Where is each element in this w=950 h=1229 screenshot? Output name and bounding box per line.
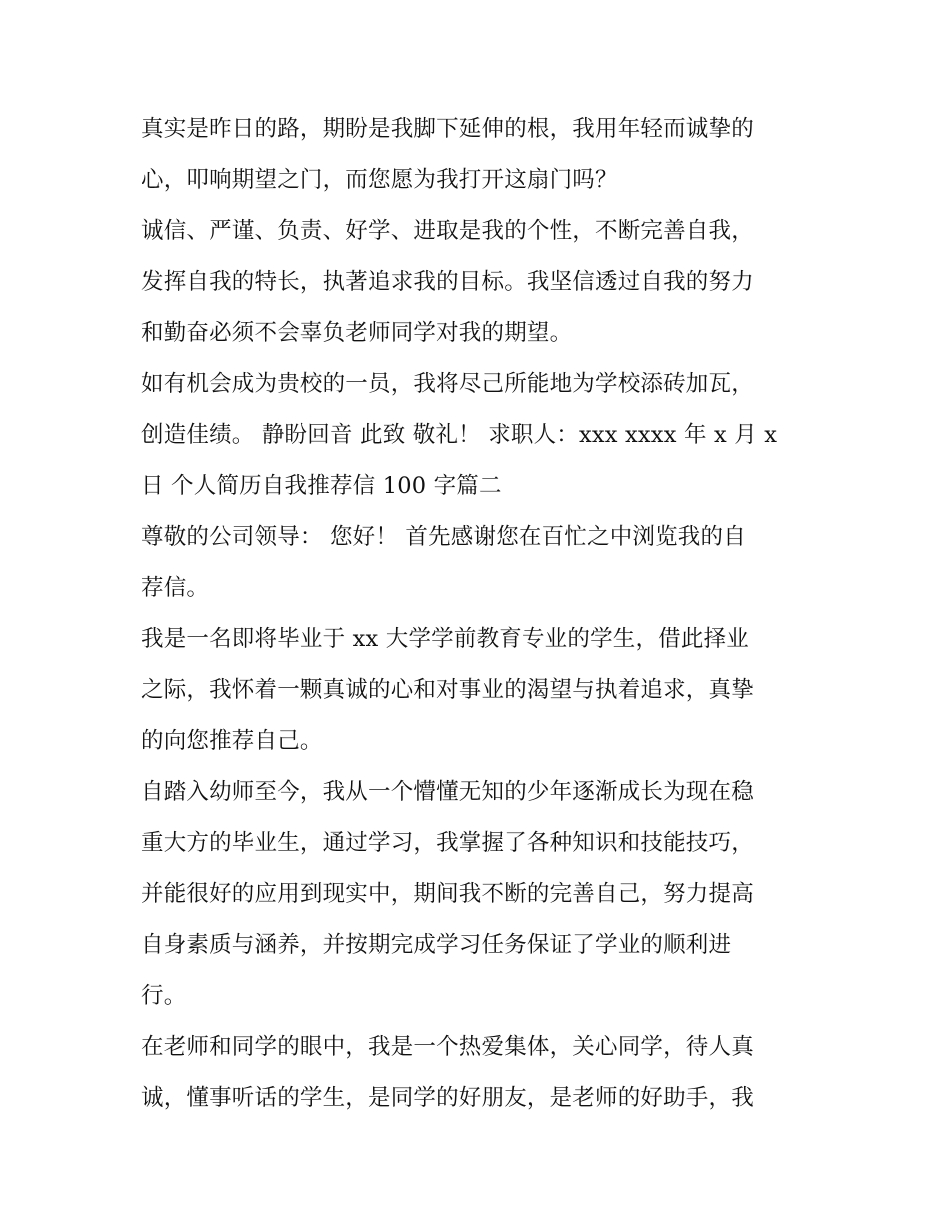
text-line: 在老师和同学的眼中，我是一个热爱集体，关心同学，待人真 <box>141 1034 754 1060</box>
text-line: 创造佳绩。 静盼回音 此致 敬礼！ 求职人：xxx xxxx 年 x 月 x <box>141 422 778 448</box>
text-line: 行。 <box>141 983 187 1009</box>
text-line: 重大方的毕业生，通过学习，我掌握了各种知识和技能技巧， <box>141 830 754 856</box>
text-line: 自踏入幼师至今，我从一个懵懂无知的少年逐渐成长为现在稳 <box>141 779 754 805</box>
text-line: 尊敬的公司领导： 您好！ 首先感谢您在百忙之中浏览我的自 <box>141 524 746 550</box>
text-line: 日 个人简历自我推荐信 100 字篇二 <box>141 473 502 499</box>
text-line: 诚，懂事听话的学生，是同学的好朋友，是老师的好助手，我 <box>141 1085 754 1111</box>
document-body <box>141 104 821 1124</box>
text-line: 我是一名即将毕业于 xx 大学学前教育专业的学生，借此择业 <box>141 626 749 652</box>
text-line: 和勤奋必须不会辜负老师同学对我的期望。 <box>141 320 573 346</box>
text-line: 荐信。 <box>141 575 210 601</box>
text-line: 如有机会成为贵校的一员，我将尽己所能地为学校添砖加瓦， <box>141 371 754 397</box>
text-line: 发挥自我的特长，执著追求我的目标。我坚信透过自我的努力 <box>141 269 754 295</box>
text-line: 的向您推荐自己。 <box>141 728 323 754</box>
text-line: 自身素质与涵养，并按期完成学习任务保证了学业的顺利进 <box>141 932 732 958</box>
text-line: 之际，我怀着一颗真诚的心和对事业的渴望与执着追求，真挚 <box>141 677 754 703</box>
text-line: 诚信、严谨、负责、好学、进取是我的个性，不断完善自我， <box>141 218 754 244</box>
text-line: 真实是昨日的路，期盼是我脚下延伸的根，我用年轻而诚挚的 <box>141 116 754 142</box>
text-line: 心，叩响期望之门，而您愿为我打开这扇门吗？ <box>141 167 618 193</box>
text-line: 并能很好的应用到现实中，期间我不断的完善自己，努力提高 <box>141 881 754 907</box>
